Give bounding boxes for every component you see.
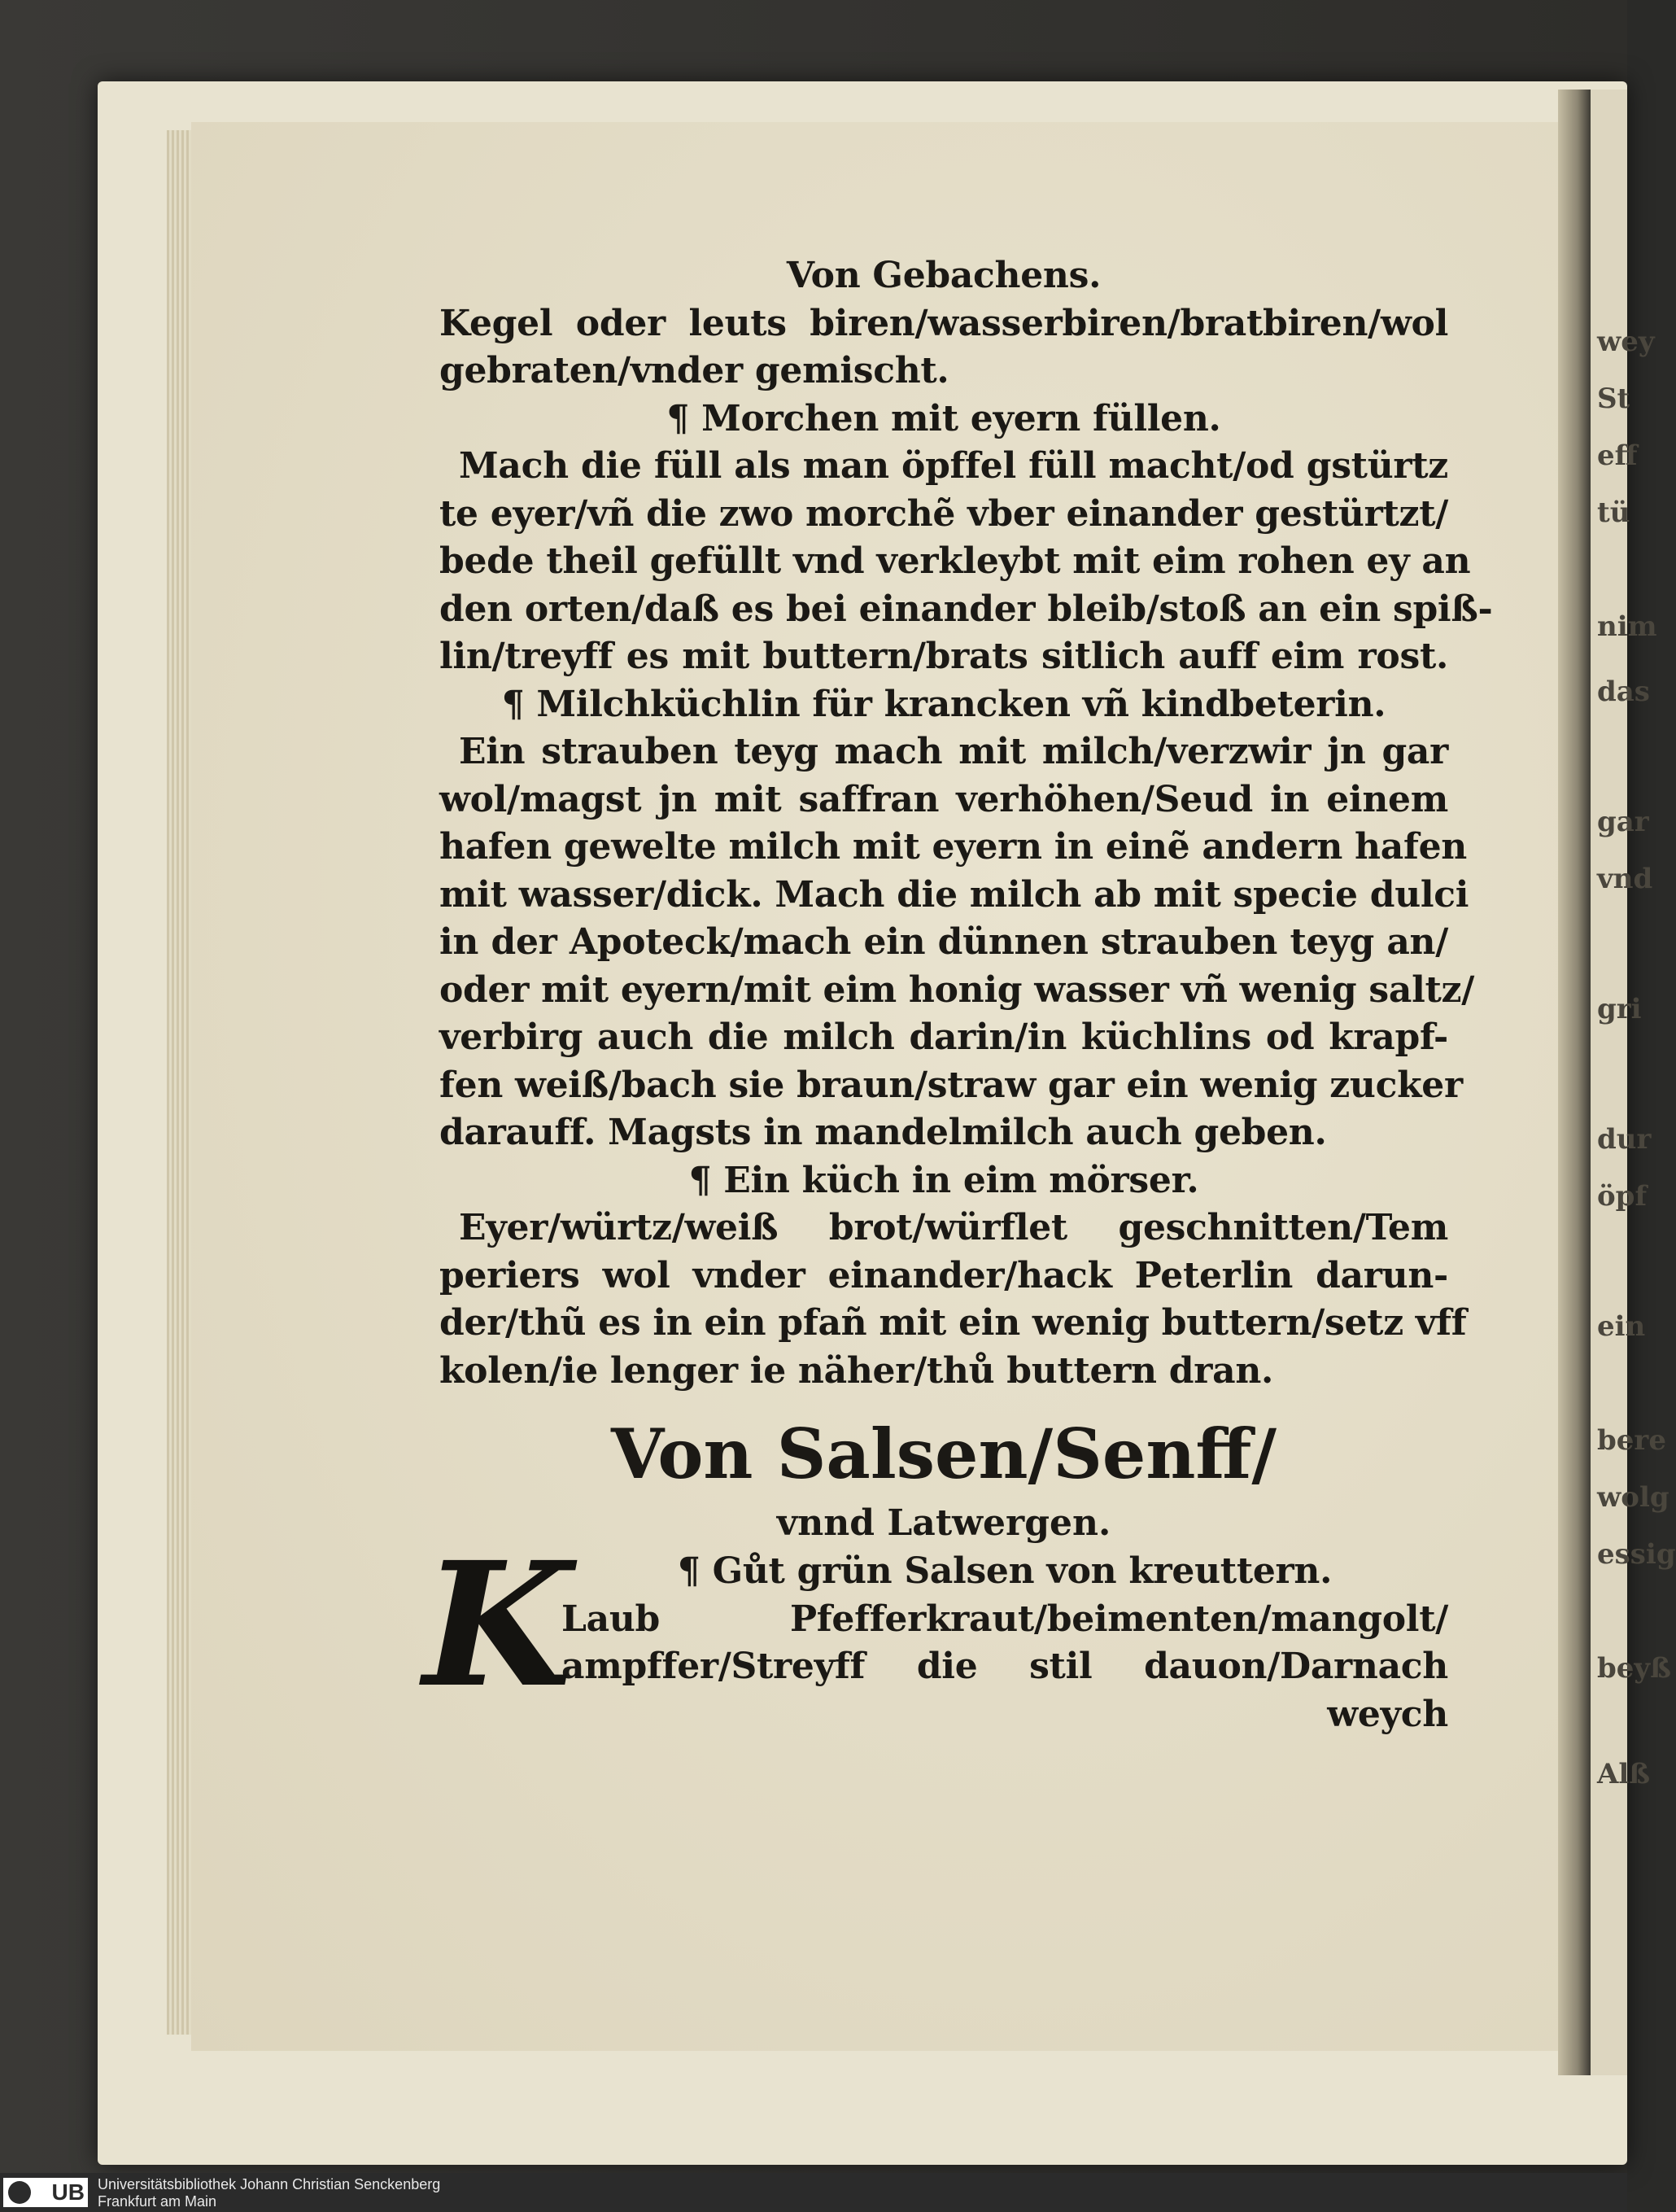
facing-page-fragment: gri: [1597, 993, 1642, 1025]
facing-page-fragment: St: [1597, 383, 1630, 415]
text-line: darauff. Magsts in mandelmilch auch geben.: [439, 1112, 1327, 1153]
facing-page-fragment: essig: [1597, 1538, 1676, 1571]
recipe-heading: ¶ Milchküchlin für krancken vñ kindbeterin.: [501, 683, 1386, 725]
facing-page-fragment: nim: [1597, 610, 1657, 643]
text-line: ampffer/Streyff die stil dauon/Darnach: [561, 1646, 1448, 1687]
ub-emblem-icon: [8, 2181, 31, 2204]
recipe-heading: ¶ Ein küch in eim mörser.: [688, 1159, 1199, 1201]
page-text: [423, 252, 1493, 1738]
institution-name: [98, 2176, 440, 2210]
facing-page-fragment: tü: [1597, 496, 1630, 529]
facing-page-fragment: dur: [1597, 1123, 1652, 1156]
facing-page-fragment: wey: [1597, 326, 1655, 358]
facing-page-fragment: Alß: [1597, 1758, 1651, 1790]
text-line: hafen gewelte milch mit eyern in einẽ andern hafen: [439, 826, 1467, 868]
drop-initial: K: [423, 1524, 572, 1725]
ub-logo[interactable]: [3, 2178, 88, 2207]
text-line: kolen/ie lenger ie näher/thů buttern dran.: [439, 1349, 1274, 1392]
text-line: mit wasser/dick. Mach die milch ab mit specie dulci: [439, 873, 1469, 916]
ub-logo-text: UB: [51, 2179, 85, 2205]
facing-page-fragment: ein: [1597, 1310, 1646, 1343]
text-line: Eyer/würtz/weiß brot/würflet geschnitten/Tem: [459, 1207, 1448, 1248]
section-subtitle: vnnd Latwergen.: [776, 1502, 1111, 1544]
recipe-heading: ¶ Morchen mit eyern füllen.: [666, 397, 1221, 439]
footer-bar: [0, 2173, 1627, 2212]
running-head: Von Gebachens.: [786, 255, 1102, 296]
text-line: gebraten/vnder gemischt.: [439, 350, 949, 391]
section-title: Von Salsen/Senff/: [610, 1414, 1277, 1494]
facing-page-fragment: öpf: [1597, 1180, 1648, 1213]
text-line: in der Apoteck/mach ein dünnen strauben teyg an/: [439, 921, 1448, 963]
text-line: verbirg auch die milch darin/in küchlins od krapf-: [439, 1016, 1448, 1058]
text-line: fen weiß/bach sie braun/straw gar ein wenig zucker: [439, 1064, 1463, 1106]
catchword: weych: [1327, 1693, 1448, 1735]
text-line: Ein strauben teyg mach mit milch/verzwir jn gar: [459, 731, 1448, 772]
text-line: den orten/daß es bei einander bleib/stoß an ein spiß-: [439, 588, 1493, 630]
text-line: Kegel oder leuts biren/wasserbiren/bratbiren/wol: [439, 302, 1448, 344]
text-line: te eyer/vñ die zwo morchẽ vber einander gestürtzt/: [439, 492, 1448, 535]
text-line: Laub Pfefferkraut/beimenten/mangolt/: [561, 1598, 1448, 1640]
book-gutter: [1558, 90, 1591, 2075]
facing-page-fragment: vnd: [1597, 863, 1653, 895]
facing-page-fragment: gar: [1597, 806, 1649, 838]
facing-page-fragment: das: [1597, 675, 1650, 708]
facing-page-fragment: beyß: [1597, 1652, 1671, 1685]
facing-page-fragment: eff: [1597, 439, 1638, 472]
text-line: oder mit eyern/mit eim honig wasser vñ wenig saltz/: [439, 968, 1474, 1011]
text-line: wol/magst jn mit saffran verhöhen/Seud in einem: [439, 778, 1448, 820]
text-line: lin/treyff es mit buttern/brats sitlich auff eim rost.: [439, 636, 1448, 677]
facing-page-fragment: wolg: [1597, 1481, 1669, 1514]
recipe-heading: ¶ Gůt grün Salsen von kreuttern.: [677, 1550, 1333, 1592]
text-line: bede theil gefüllt vnd verkleybt mit eim rohen ey an: [439, 540, 1471, 582]
text-line: der/thũ es in ein pfañ mit ein wenig buttern/setz vff: [439, 1302, 1467, 1344]
institution-line: Frankfurt am Main: [98, 2193, 217, 2210]
text-line: periers wol vnder einander/hack Peterlin darun-: [439, 1254, 1448, 1296]
facing-page-edge: [1591, 90, 1676, 2075]
institution-line: Universitätsbibliothek Johann Christian Senckenberg: [98, 2176, 441, 2192]
facing-page-fragment: bere: [1597, 1424, 1666, 1457]
text-line: Mach die füll als man öpffel füll macht/od gstürtz: [459, 445, 1448, 487]
